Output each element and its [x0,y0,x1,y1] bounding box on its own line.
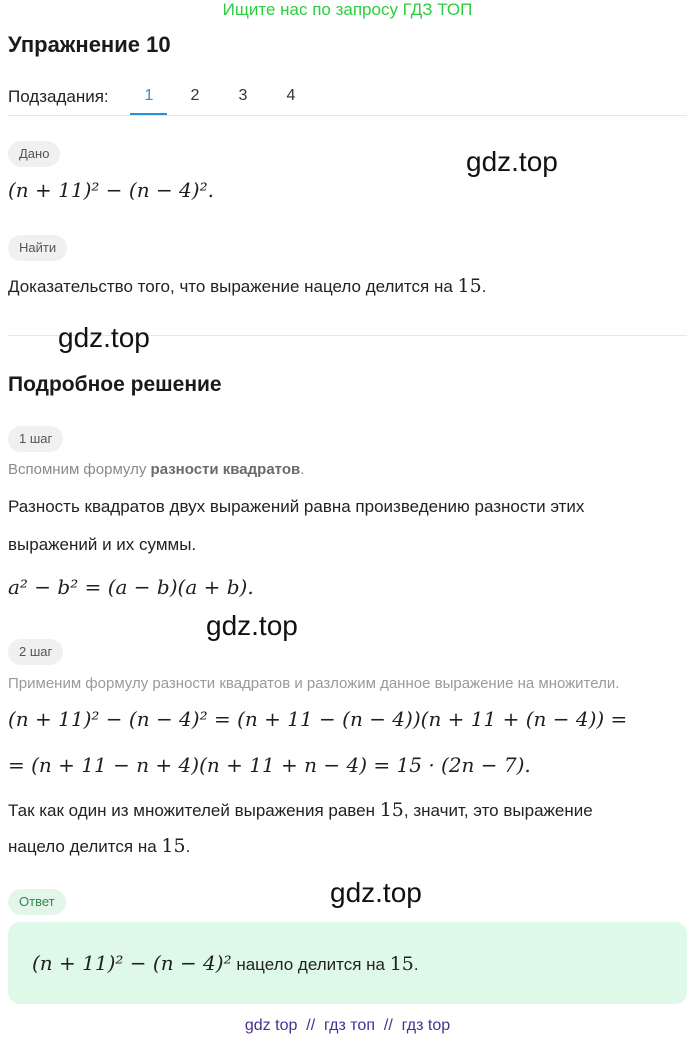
given-pill: Дано [8,141,60,167]
step-2-conclusion-line-2 [8,835,190,857]
find-text-end: . [481,277,487,296]
find-text-main: Доказательство того, что выражение нацело делится на [8,277,458,296]
tab-subtask-2[interactable]: 2 [190,87,200,104]
step-1-hint-bold: разности квадратов [150,461,301,478]
step-2-formula-1: (n + 11)² − (n − 4)² = (n + 11 − (n − 4))(n + 11 + (n − 4)) = [8,707,628,731]
find-pill: Найти [8,235,67,261]
step-2-pill: 2 шаг [8,639,63,665]
conclusion-number: 15 [161,835,186,857]
watermark: gdz.top [58,322,150,353]
tab-subtask-3[interactable]: 3 [238,87,248,104]
step-2-hint: Применим формулу разности квадратов и разложим данное выражение на множители. [8,675,620,692]
step-1-hint-end: . [300,461,305,478]
conclusion-text: . [185,837,191,856]
conclusion-number: 15 [379,799,404,821]
conclusion-text: нацело делится на [8,837,162,856]
step-2-conclusion-line-1 [8,799,593,821]
step-1-line-1: Разность квадратов двух выражений равна произведению разности этих [8,497,585,516]
page-title: Упражнение 10 [8,32,171,57]
conclusion-text: Так как один из множителей выражения равен [8,801,380,820]
watermark: gdz.top [466,146,558,177]
answer-text: нацело делится на [231,955,390,974]
given-expression: (n + 11)² − (n − 4)². [8,178,214,202]
solution-heading: Подробное решение [8,373,222,396]
watermark: gdz.top [330,877,422,908]
subtasks-label: Подзадания: [8,87,109,106]
step-2-formula-2: = (n + 11 − n + 4)(n + 11 + n − 4) = 15 · (2n − 7). [8,753,531,777]
watermark: gdz.top [206,610,298,641]
conclusion-text: , значит, это выражение [403,801,593,820]
step-1-pill: 1 шаг [8,426,63,452]
find-text [8,275,486,297]
search-promo-banner[interactable]: Ищите нас по запросу ГДЗ ТОП [222,0,473,19]
step-1-hint-text: Вспомним формулу [8,461,151,478]
answer-end: . [413,955,419,974]
answer-content [32,951,419,975]
tab-subtask-4[interactable]: 4 [286,87,296,104]
find-number: 15 [457,275,482,297]
tab-subtask-1[interactable]: 1 [144,87,154,104]
step-1-line-2: выражений и их суммы. [8,535,197,554]
step-1-hint [8,461,304,478]
answer-number: 15 [389,953,414,975]
answer-pill: Ответ [8,889,66,915]
footer-links[interactable]: gdz top // гдз топ // гдз top [244,1017,451,1034]
tabs-divider [8,115,687,116]
answer-expression: (n + 11)² − (n − 4)² [32,951,232,975]
step-1-formula: a² − b² = (a − b)(a + b). [8,575,254,599]
